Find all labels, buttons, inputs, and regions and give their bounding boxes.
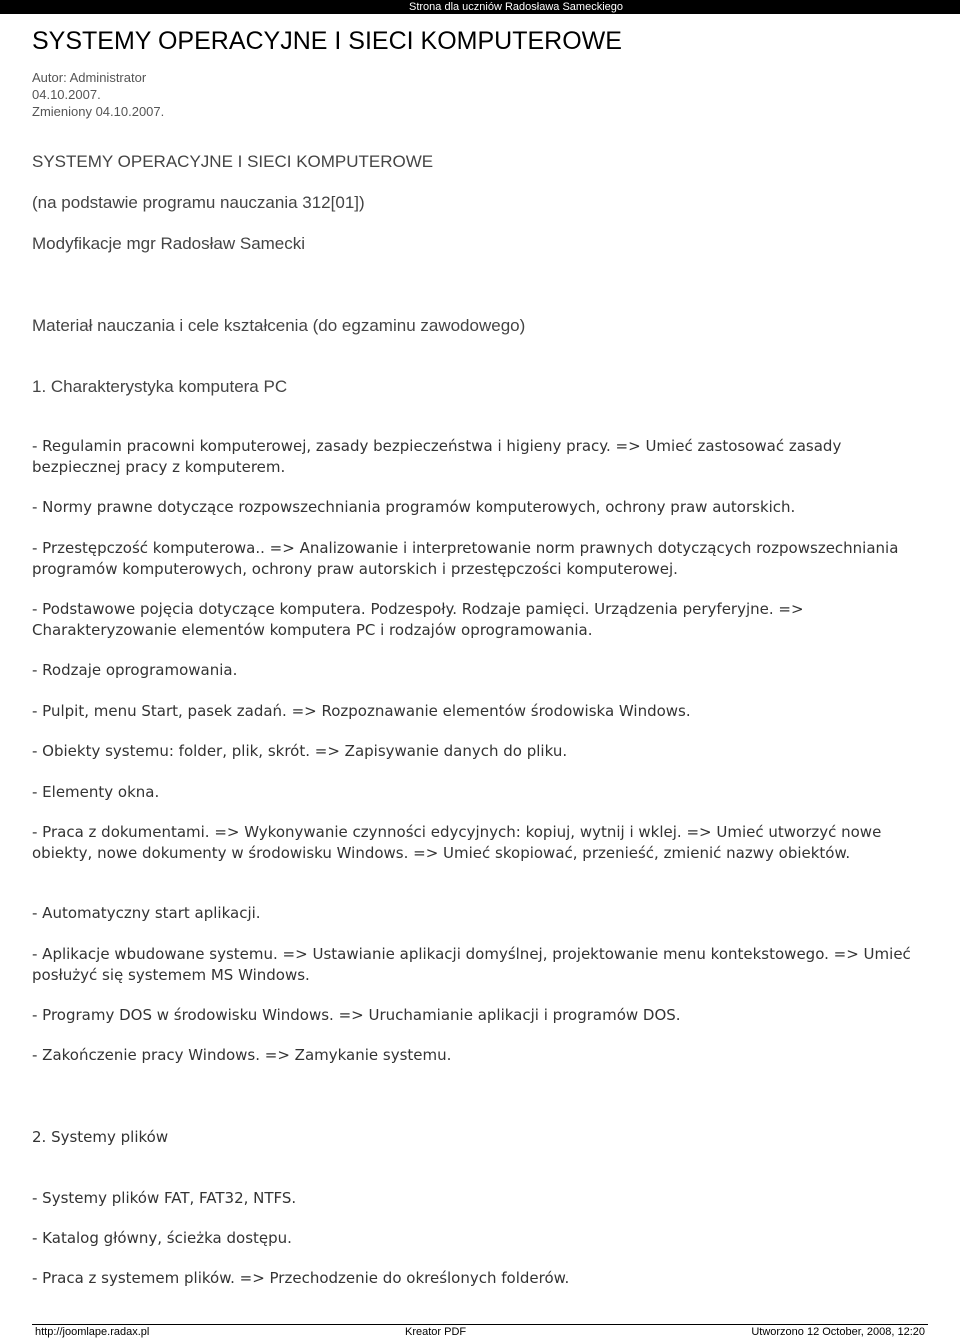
program-note: (na podstawie programu nauczania 312[01]) (32, 193, 365, 212)
created-date: 04.10.2007. (32, 87, 101, 102)
section-heading-2: 2. Systemy plików (32, 1128, 169, 1146)
list-item: - Systemy plików FAT, FAT32, NTFS. (32, 1189, 297, 1207)
footer-creator: Kreator PDF (405, 1326, 467, 1338)
modifications-note: Modyfikacje mgr Radosław Samecki (32, 234, 306, 253)
footer-generated-date: Utworzono 12 October, 2008, 12:20 (751, 1326, 925, 1338)
modified-date: Zmieniony 04.10.2007. (32, 104, 165, 119)
list-item: - Przestępczość komputerowa.. => Analizowanie i interpretowanie norm prawnych dotyczących rozpowszechniania programów komputerowych, ochrony praw autorskich i przestępczości komputerowej. (32, 539, 899, 578)
list-item: - Rodzaje oprogramowania. (32, 661, 238, 679)
material-heading: Materiał nauczania i cele kształcenia (do egzaminu zawodowego) (32, 316, 526, 335)
list-item: - Katalog główny, ścieżka dostępu. (32, 1229, 292, 1247)
list-item: - Automatyczny start aplikacji. (32, 904, 261, 922)
list-item: - Normy prawne dotyczące rozpowszechniania programów komputerowych, ochrony praw autorskich. (32, 498, 796, 516)
section-heading-1: 1. Charakterystyka komputera PC (32, 377, 288, 396)
content-heading: SYSTEMY OPERACYJNE I SIECI KOMPUTEROWE (32, 152, 434, 171)
footer-url: http://joomlape.radax.pl (35, 1326, 150, 1338)
list-item: - Podstawowe pojęcia dotyczące komputera. Podzespoły. Rodzaje pamięci. Urządzenia peryferyjne. => Charakteryzowanie elementów komputera PC i rodzajów oprogramowania. (32, 600, 804, 639)
list-item: - Regulamin pracowni komputerowej, zasady bezpieczeństwa i higieny pracy. => Umieć zastosować zasady bezpiecznej pracy z komputerem. (32, 437, 842, 476)
author-line: Autor: Administrator (32, 70, 147, 85)
list-item: - Aplikacje wbudowane systemu. => Ustawianie aplikacji domyślnej, projektowanie menu kontekstowego. => Umieć posłużyć się systemem MS Windows. (32, 945, 911, 984)
header-bar (0, 0, 960, 14)
list-item: - Elementy okna. (32, 783, 160, 801)
list-item: - Pulpit, menu Start, pasek zadań. => Rozpoznawanie elementów środowiska Windows. (32, 702, 691, 720)
list-item: - Obiekty systemu: folder, plik, skrót. => Zapisywanie danych do pliku. (32, 742, 568, 760)
list-item: - Praca z dokumentami. => Wykonywanie czynności edycyjnych: kopiuj, wytnij i wklej. => Umieć utworzyć nowe obiekty, nowe dokumenty w środowisku Windows. => Umieć skopiować, przenieść, zmienić nazwy obiektów. (32, 823, 882, 862)
footer-divider (32, 1324, 928, 1325)
list-item: - Praca z systemem plików. => Przechodzenie do określonych folderów. (32, 1269, 570, 1287)
page-title: SYSTEMY OPERACYJNE I SIECI KOMPUTEROWE (32, 27, 622, 55)
site-title: Strona dla uczniów Radosława Sameckiego (408, 1, 623, 13)
list-item: - Zakończenie pracy Windows. => Zamykanie systemu. (32, 1046, 452, 1064)
list-item: - Programy DOS w środowisku Windows. => Uruchamianie aplikacji i programów DOS. (32, 1006, 681, 1024)
